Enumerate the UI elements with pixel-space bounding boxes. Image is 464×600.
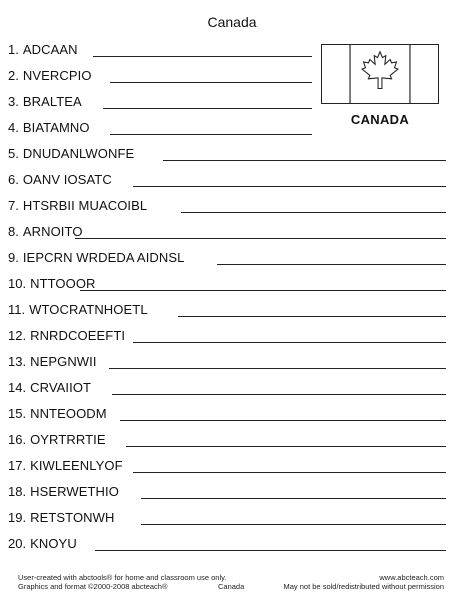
scrambled-word: NVERCPIO — [22, 68, 92, 83]
scrambled-word: CRVAIIOT — [30, 380, 92, 395]
answer-line[interactable] — [133, 186, 446, 187]
footer-title: Canada — [218, 582, 245, 591]
footer-credit-line: Graphics and format ©2000-2008 abcteach® — [18, 582, 168, 591]
list-item — [8, 146, 134, 166]
scrambled-word: HTSRBII MUACOIBL — [22, 198, 148, 213]
scrambled-word: ARNOITO — [22, 224, 83, 239]
scrambled-word: KIWLEENLYOF — [30, 458, 123, 473]
answer-line[interactable] — [141, 498, 446, 499]
answer-line[interactable] — [133, 342, 446, 343]
scrambled-word: IEPCRN WRDEDA AIDNSL — [22, 250, 185, 265]
list-item — [8, 42, 78, 62]
list-item — [8, 484, 119, 504]
list-item — [8, 406, 107, 426]
list-item — [8, 250, 185, 270]
answer-line[interactable] — [217, 264, 446, 265]
flag-caption: CANADA — [350, 112, 410, 127]
answer-line[interactable] — [109, 368, 446, 369]
footer-credit-line: User-created with abctools® for home and classroom use only. — [18, 573, 227, 582]
footer-credits — [18, 573, 226, 591]
item-number: 9. — [8, 250, 19, 265]
answer-line[interactable] — [112, 394, 446, 395]
list-item — [8, 276, 96, 296]
list-item — [8, 120, 90, 140]
item-number: 11. — [8, 302, 26, 317]
scrambled-word: KNOYU — [30, 536, 77, 551]
answer-line[interactable] — [163, 160, 446, 161]
answer-line[interactable] — [110, 134, 312, 135]
answer-line[interactable] — [80, 290, 446, 291]
answer-line[interactable] — [178, 316, 446, 317]
list-item — [8, 94, 82, 114]
list-item — [8, 536, 77, 556]
item-number: 2. — [8, 68, 19, 83]
item-number: 7. — [8, 198, 19, 213]
item-number: 12. — [8, 328, 27, 343]
scrambled-word: RETSTONWH — [30, 510, 115, 525]
list-item — [8, 302, 148, 322]
item-number: 8. — [8, 224, 19, 239]
list-item — [8, 172, 112, 192]
scrambled-word: NNTEOODM — [30, 406, 107, 421]
list-item — [8, 68, 92, 88]
item-number: 3. — [8, 94, 19, 109]
answer-line[interactable] — [103, 108, 312, 109]
item-number: 13. — [8, 354, 27, 369]
list-item — [8, 328, 125, 348]
item-number: 20. — [8, 536, 27, 551]
scrambled-word: DNUDANLWONFE — [22, 146, 135, 161]
footer-url: www.abcteach.com — [379, 573, 444, 582]
scrambled-word: WTOCRATNHOETL — [29, 302, 148, 317]
scrambled-word: ADCAAN — [22, 42, 78, 57]
maple-leaf-icon — [322, 45, 438, 103]
list-item — [8, 380, 91, 400]
list-item — [8, 198, 147, 218]
item-number: 16. — [8, 432, 27, 447]
footer-publisher — [284, 573, 445, 591]
answer-line[interactable] — [93, 56, 312, 57]
answer-line[interactable] — [110, 82, 312, 83]
list-item — [8, 510, 115, 530]
scrambled-word: OYRTRRTIE — [30, 432, 106, 447]
answer-line[interactable] — [141, 524, 446, 525]
list-item — [8, 432, 106, 452]
answer-line[interactable] — [181, 212, 446, 213]
item-number: 15. — [8, 406, 27, 421]
item-number: 4. — [8, 120, 19, 135]
item-number: 18. — [8, 484, 27, 499]
scrambled-word: BIATAMNO — [22, 120, 90, 135]
scrambled-word: NTTOOOR — [30, 276, 96, 291]
list-item — [8, 458, 123, 478]
page-title: Canada — [207, 14, 257, 30]
canada-flag — [321, 44, 439, 104]
item-number: 19. — [8, 510, 27, 525]
item-number: 10. — [8, 276, 27, 291]
scrambled-word: BRALTEA — [22, 94, 82, 109]
item-number: 1. — [8, 42, 19, 57]
scrambled-word: OANV IOSATC — [22, 172, 112, 187]
answer-line[interactable] — [133, 472, 446, 473]
answer-line[interactable] — [75, 238, 446, 239]
scrambled-word: NEPGNWII — [30, 354, 97, 369]
answer-line[interactable] — [126, 446, 446, 447]
item-number: 14. — [8, 380, 27, 395]
item-number: 17. — [8, 458, 27, 473]
scrambled-word: HSERWETHIO — [30, 484, 119, 499]
answer-line[interactable] — [120, 420, 446, 421]
item-number: 6. — [8, 172, 19, 187]
scrambled-word: RNRDCOEEFTI — [30, 328, 126, 343]
list-item — [8, 224, 83, 244]
list-item — [8, 354, 97, 374]
footer-notice: May not be sold/redistributed without permission — [283, 582, 444, 591]
item-number: 5. — [8, 146, 19, 161]
answer-line[interactable] — [95, 550, 446, 551]
